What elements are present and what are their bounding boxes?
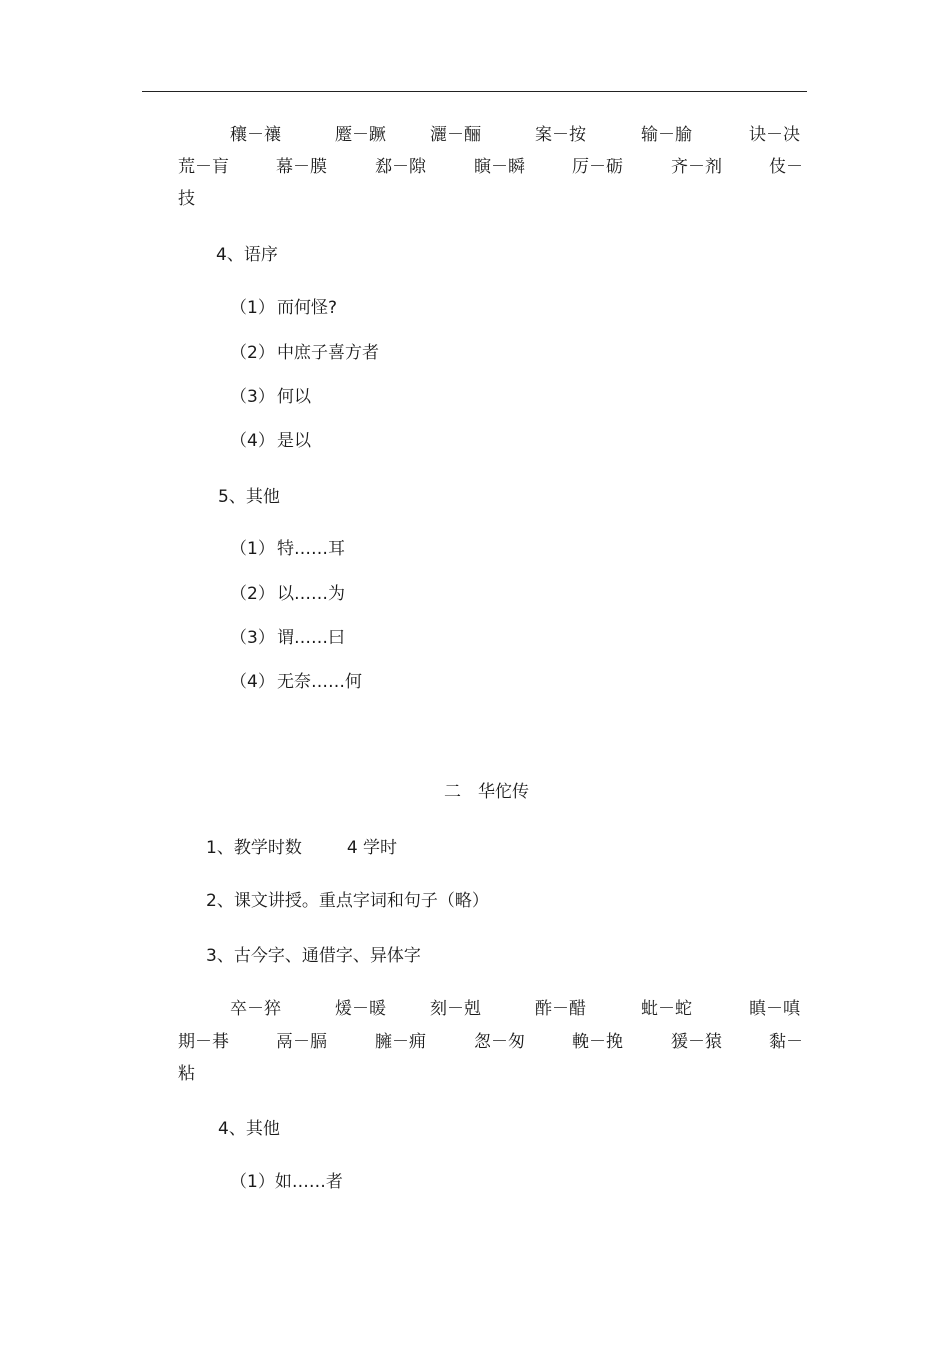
list-item (230, 1171, 343, 1193)
char-pair: 猨－猿 (671, 1032, 722, 1052)
char-pair: 蹷－蹶 (335, 125, 386, 145)
char-pair: 幕－膜 (276, 157, 327, 177)
char-pairs-row (178, 124, 804, 146)
item-number: （3） (230, 628, 275, 648)
char-pair: 期－朞 (178, 1032, 229, 1052)
char-pair: 案－按 (535, 125, 586, 145)
char-pair: 穰－禳 (230, 125, 281, 145)
item-text: 如……者 (274, 1172, 343, 1192)
char-pair: 灑－酾 (430, 125, 481, 145)
item-number: （1） (230, 539, 275, 559)
section-heading: 5、其他 (218, 487, 280, 507)
char-pair: 伎－ (769, 157, 803, 177)
list-item (230, 538, 345, 560)
char-pair: 诀－决 (749, 125, 800, 145)
list-item (230, 342, 379, 364)
item-text: 以……为 (277, 584, 345, 604)
char-pair: 怱－匆 (474, 1032, 525, 1052)
section-heading: 4、语序 (216, 245, 278, 265)
char-pair: 郄－隙 (375, 157, 426, 177)
char-pair: 瞋－嗔 (749, 999, 800, 1019)
item-number: （4） (230, 672, 275, 692)
item-text: 何以 (277, 387, 311, 407)
item-number: （3） (230, 387, 275, 407)
char-pair: 技 (178, 189, 195, 209)
item-text: 特……耳 (277, 539, 345, 559)
item-number: （1） (230, 298, 275, 318)
list-item (230, 627, 345, 649)
item-number: （1） (230, 1172, 275, 1192)
char-pair: 荒－肓 (178, 157, 229, 177)
char-pairs-row (178, 188, 804, 210)
list-item (230, 297, 337, 319)
item-number: （4） (230, 431, 275, 451)
item-number: （2） (230, 584, 275, 604)
char-pairs-row (178, 156, 804, 178)
char-pair: 卒－猝 (230, 999, 281, 1019)
lecture-line: 2、课文讲授。重点字词和句子（略） (206, 891, 489, 911)
char-pair: 輓－挽 (572, 1032, 623, 1052)
list-item (230, 671, 362, 693)
list-item (230, 583, 345, 605)
char-pair: 输－腧 (641, 125, 692, 145)
char-pair: 鬲－膈 (276, 1032, 327, 1052)
section-title: 二 华佗传 (444, 782, 529, 802)
item-text: 是以 (277, 431, 311, 451)
item-text: 中庶子喜方者 (277, 343, 379, 363)
item-text: 而何怪? (277, 298, 338, 318)
hours-label: 1、教学时数 (206, 838, 302, 858)
char-pair: 酢－醋 (535, 999, 586, 1019)
section-heading: 4、其他 (218, 1119, 280, 1139)
char-pair: 厉－砺 (572, 157, 623, 177)
list-item (230, 386, 311, 408)
char-pairs-row (178, 1063, 804, 1085)
char-pair: 黏－ (769, 1032, 803, 1052)
char-pair: 齐－剂 (671, 157, 722, 177)
char-pair: 粘 (178, 1064, 195, 1084)
hours-value: 4 学时 (346, 838, 398, 858)
char-pair: 刻－剋 (430, 999, 481, 1019)
char-pair: 瞚－瞬 (474, 157, 525, 177)
section-heading: 3、古今字、通借字、异体字 (206, 946, 421, 966)
char-pairs-row (178, 1031, 804, 1053)
item-text: 无奈……何 (277, 672, 362, 692)
item-text: 谓……曰 (277, 628, 345, 648)
header-rule (142, 91, 807, 92)
char-pair: 蚍－蛇 (641, 999, 692, 1019)
item-number: （2） (230, 343, 275, 363)
char-pairs-row (178, 998, 804, 1020)
list-item (230, 430, 311, 452)
char-pair: 煖－暖 (335, 999, 386, 1019)
char-pair: 臃－痈 (375, 1032, 426, 1052)
teaching-hours (206, 837, 397, 859)
